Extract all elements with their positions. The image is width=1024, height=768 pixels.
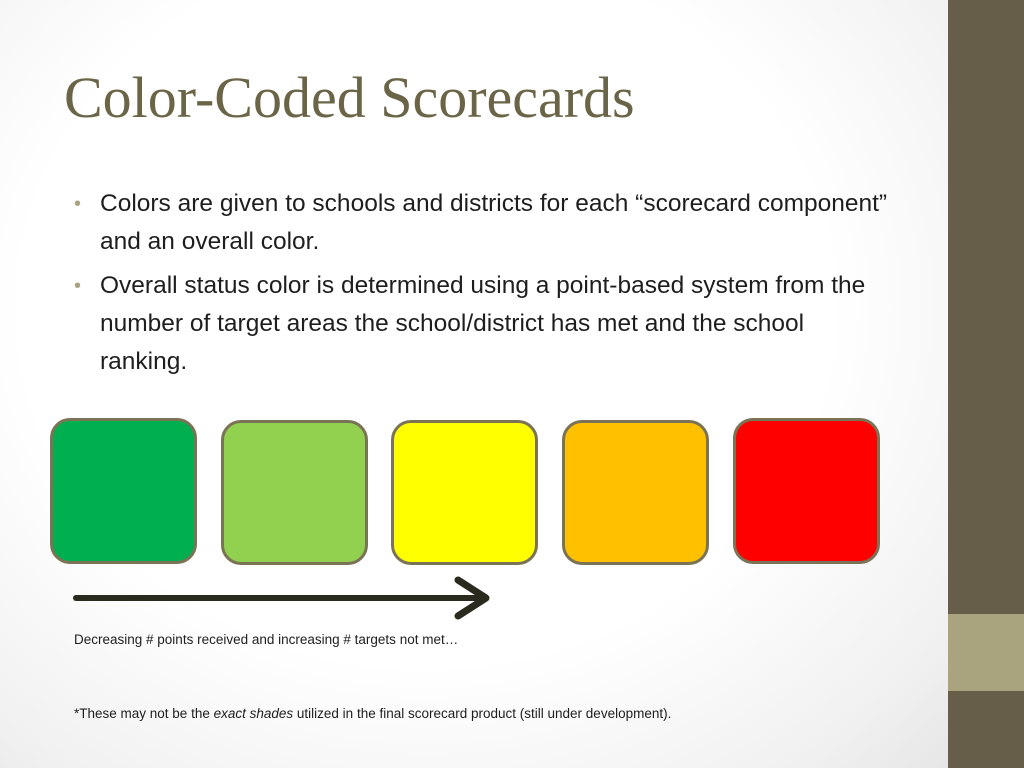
color-swatch-yellow xyxy=(391,420,538,565)
bullet-text: Colors are given to schools and districts for each “scorecard component” and an overall color. xyxy=(100,190,888,255)
bullet-dot-icon: • xyxy=(74,275,82,297)
bullet-item xyxy=(72,267,892,381)
footnote xyxy=(74,705,671,723)
bullet-text: Overall status color is determined using a point-based system from the number of target areas the school/district has met and the school ranking. xyxy=(100,272,866,375)
color-swatch-dark-green xyxy=(50,418,197,564)
arrow-caption: Decreasing # points received and increasing # targets not met… xyxy=(74,632,459,647)
footnote-text-start: *These may not be the xyxy=(74,706,214,721)
sidebar-accent-block xyxy=(948,614,1024,691)
direction-arrow-icon xyxy=(70,572,500,624)
color-swatch-orange xyxy=(562,420,709,565)
footnote-emphasis: exact shades xyxy=(213,706,294,721)
color-swatch-light-green xyxy=(221,420,368,565)
footnote-text-end: utilized in the final scorecard product (still under development). xyxy=(293,706,672,721)
slide-title: Color-Coded Scorecards xyxy=(64,65,635,130)
bullet-dot-icon: • xyxy=(74,193,82,215)
bullet-list xyxy=(72,185,892,387)
bullet-item xyxy=(72,185,892,261)
color-swatch-red xyxy=(733,418,880,564)
